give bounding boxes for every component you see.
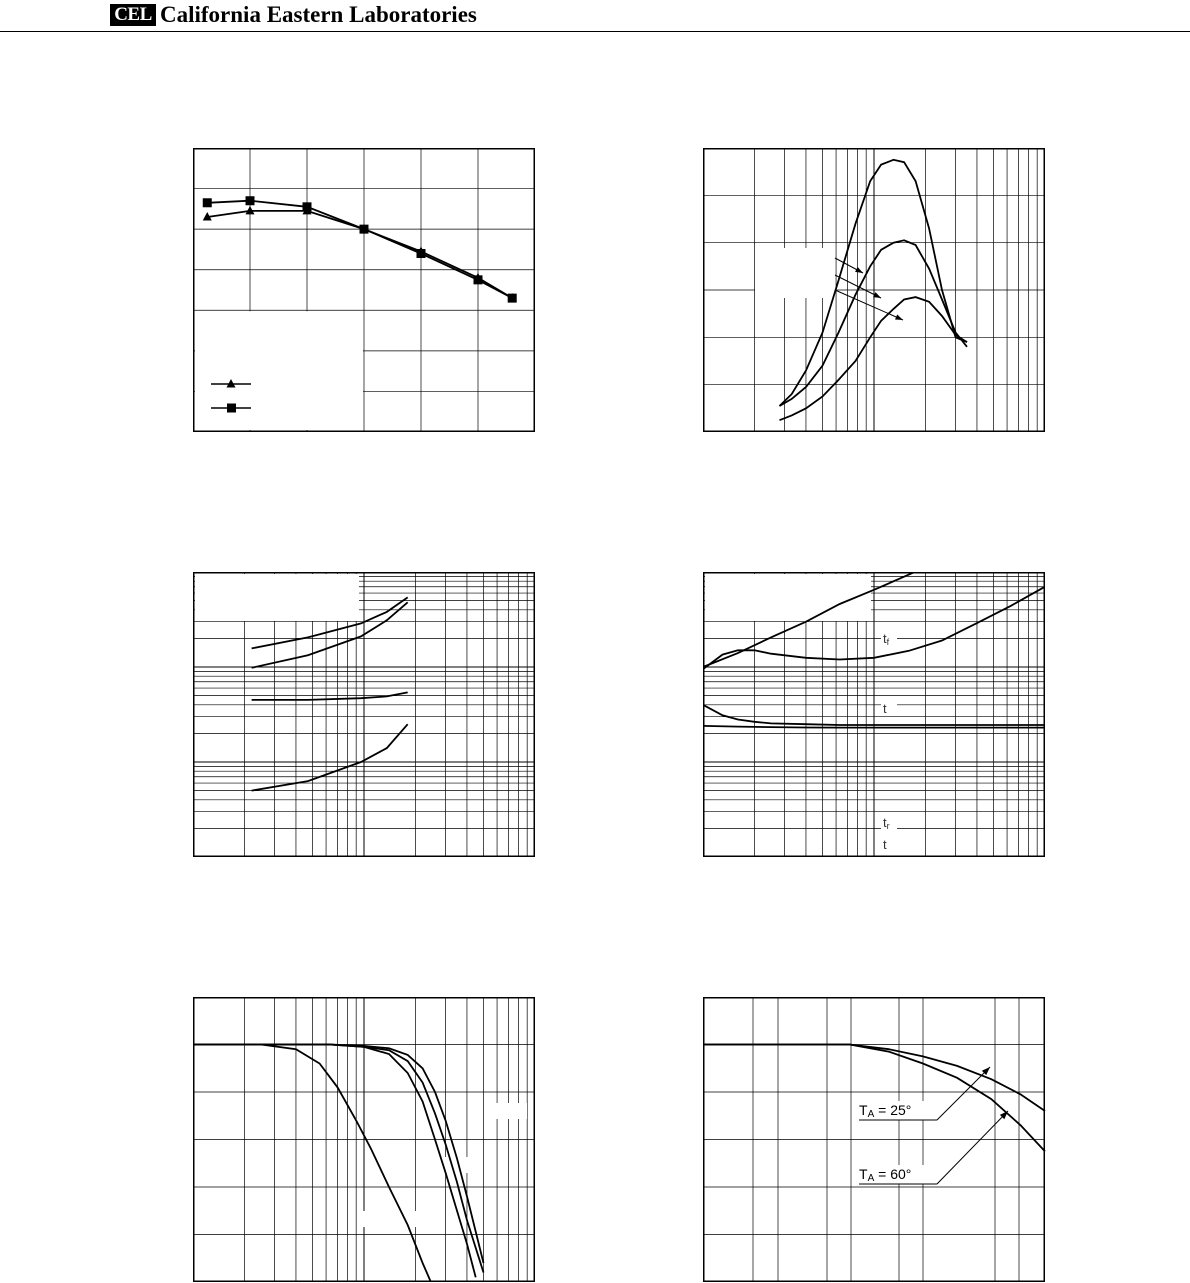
square-marker xyxy=(474,275,483,284)
leader-line xyxy=(937,1111,1008,1184)
annotation-label: TA = 25° xyxy=(859,1102,912,1120)
series-line xyxy=(193,1045,435,1283)
company-name: California Eastern Laboratories xyxy=(160,2,477,27)
square-marker xyxy=(417,249,426,258)
square-marker xyxy=(508,294,517,303)
square-marker xyxy=(246,196,255,205)
series-line xyxy=(252,724,408,790)
chart-6 xyxy=(703,997,1045,1282)
series-line xyxy=(780,297,968,420)
label-box xyxy=(195,311,363,430)
label-box xyxy=(361,1211,425,1227)
annotation-label: TA = 60° xyxy=(859,1166,912,1184)
series-line xyxy=(207,211,512,298)
series-line xyxy=(703,1045,1045,1152)
label-box xyxy=(487,1103,527,1119)
series-line xyxy=(252,692,408,700)
series-line xyxy=(207,201,512,298)
curve-label: tf xyxy=(883,631,890,647)
curve-label: t xyxy=(883,837,887,852)
chart-3 xyxy=(193,572,535,857)
chart-1 xyxy=(193,148,535,432)
chart-5 xyxy=(193,997,535,1282)
page-header xyxy=(0,0,1190,32)
legend-square-marker xyxy=(227,404,236,413)
square-marker xyxy=(203,198,212,207)
curve-label: t xyxy=(883,701,887,716)
label-box xyxy=(705,574,871,621)
cel-logo: CEL xyxy=(110,4,156,26)
square-marker xyxy=(303,202,312,211)
chart-2 xyxy=(703,148,1045,432)
label-box xyxy=(195,574,359,621)
curve-label: tr xyxy=(883,815,890,831)
square-marker xyxy=(360,225,369,234)
arrow-head xyxy=(855,267,863,273)
label-box xyxy=(755,248,835,298)
arrow-head xyxy=(895,314,903,320)
chart-4 xyxy=(703,572,1045,857)
